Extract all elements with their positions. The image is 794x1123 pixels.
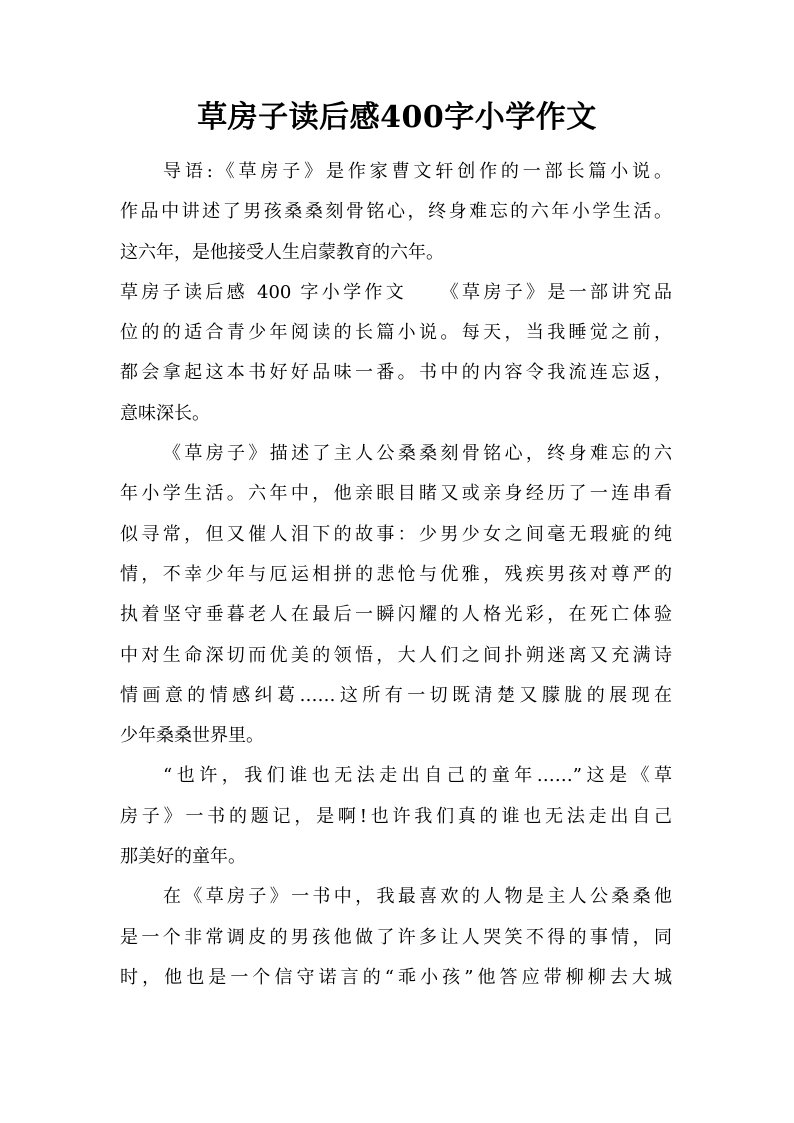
text-line: 是一个非常调皮的男孩他做了许多让人哭笑不得的事情，同 [120, 926, 672, 948]
text-line: 这六年，是他接受人生启蒙教育的六年。 [120, 241, 444, 263]
text-line: 意味深长。 [120, 402, 210, 424]
text-line: 时，他也是一个信守诺言的“乖小孩”他答应带柳柳去大城 [120, 966, 672, 988]
text-line: 在《草房子》一书中，我最喜欢的人物是主人公桑桑他 [163, 886, 672, 908]
text-line: 位的的适合青少年阅读的长篇小说。每天，当我睡觉之前， [120, 322, 672, 344]
text-line: 房子》一书的题记，是啊!也许我们真的谁也无法走出自己 [120, 805, 672, 827]
text-line: 导语:《草房子》是作家曹文轩创作的一部长篇小说。 [163, 161, 672, 182]
text-line: 作品中讲述了男孩桑桑刻骨铭心，终身难忘的六年小学生活。 [120, 201, 672, 223]
text-line: 少年桑桑世界里。 [120, 725, 264, 747]
document-title: 草房子读后感400字小学作文 [197, 100, 597, 135]
text-line: 那美好的童年。 [120, 846, 246, 868]
text-line: 《草房子》描述了主人公桑桑刻骨铭心，终身难忘的六 [163, 443, 672, 465]
document-body [120, 152, 672, 998]
text-line: 年小学生活。六年中，他亲眼目睹又或亲身经历了一连串看 [120, 483, 672, 505]
text-line: “也许，我们谁也无法走出自己的童年……”这是《草 [163, 765, 672, 787]
text-line: 似寻常，但又催人泪下的故事：少男少女之间毫无瑕疵的纯 [120, 523, 672, 545]
text-line: 都会拿起这本书好好品味一番。书中的内容令我流连忘返， [120, 362, 672, 384]
text-line: 中对生命深切而优美的领悟，大人们之间扑朔迷离又充满诗 [120, 644, 672, 666]
text-line: 情，不幸少年与厄运相拼的悲怆与优雅，残疾男孩对尊严的 [120, 563, 672, 585]
text-line: 情画意的情感纠葛……这所有一切既清楚又朦胧的展现在 [120, 684, 672, 706]
text-line: 草房子读后感 400 字小学作文 《草房子》是一部讲究品 [120, 281, 672, 303]
text-line: 执着坚守垂暮老人在最后一瞬闪耀的人格光彩，在死亡体验 [120, 604, 672, 626]
